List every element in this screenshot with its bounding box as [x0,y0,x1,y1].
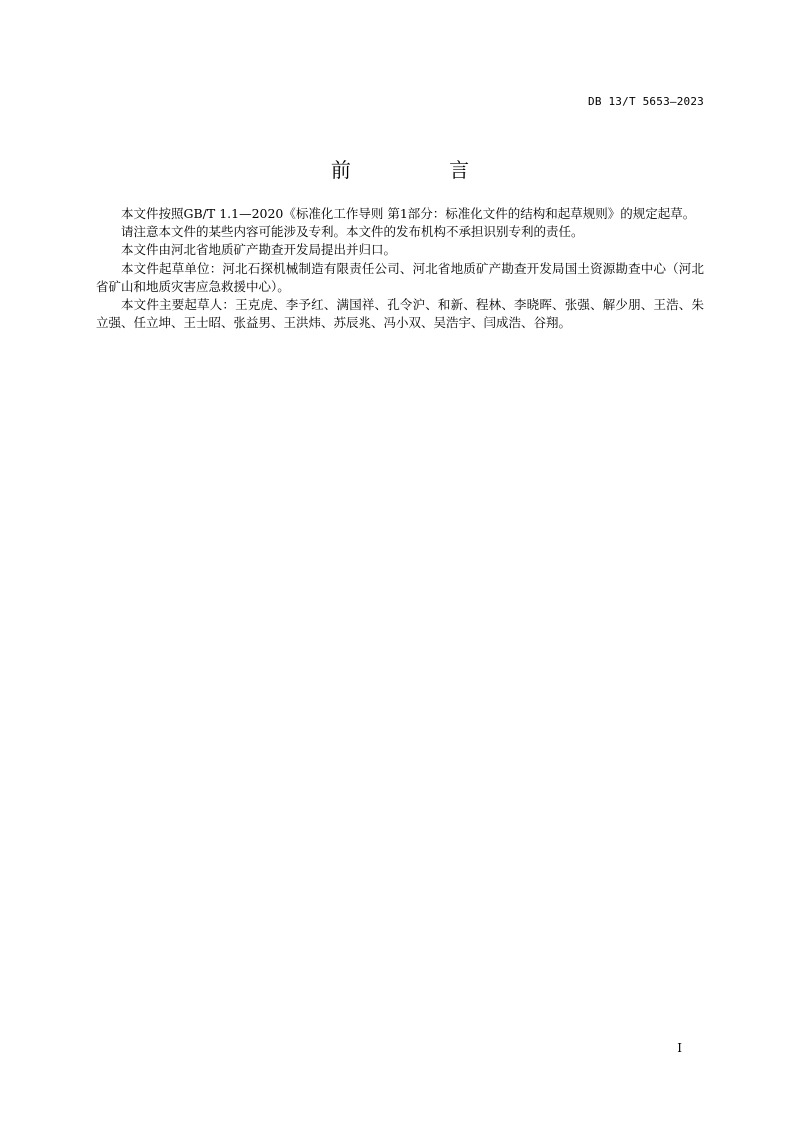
paragraph-drafting-units: 本文件起草单位：河北石探机械制造有限责任公司、河北省地质矿产勘查开发局国土资源勘查中心（河北省矿山和地质灾害应急救援中心）。 [96,260,704,294]
document-code: DB 13/T 5653—2023 [588,95,704,108]
section-title: 前 言 [330,158,516,182]
page-number: I [677,1041,682,1055]
paragraph-proposer: 本文件由河北省地质矿产勘查开发局提出并归口。 [121,242,397,258]
paragraph-patent-notice: 请注意本文件的某些内容可能涉及专利。本文件的发布机构不承担识别专利的责任。 [121,224,584,240]
preface-body [96,205,704,332]
paragraph-drafters: 本文件主要起草人：王克虎、李予红、满国祥、孔令沪、和新、程林、李晓晖、张强、解少朋、王浩、朱立强、任立坤、王士昭、张益男、王洪炜、苏辰兆、冯小双、吴浩宇、闫成浩、谷翔。 [96,297,704,331]
paragraph-drafting-rules: 本文件按照GB/T 1.1—2020《标准化工作导则 第1部分：标准化文件的结构和起草规则》的规定起草。 [121,206,696,221]
